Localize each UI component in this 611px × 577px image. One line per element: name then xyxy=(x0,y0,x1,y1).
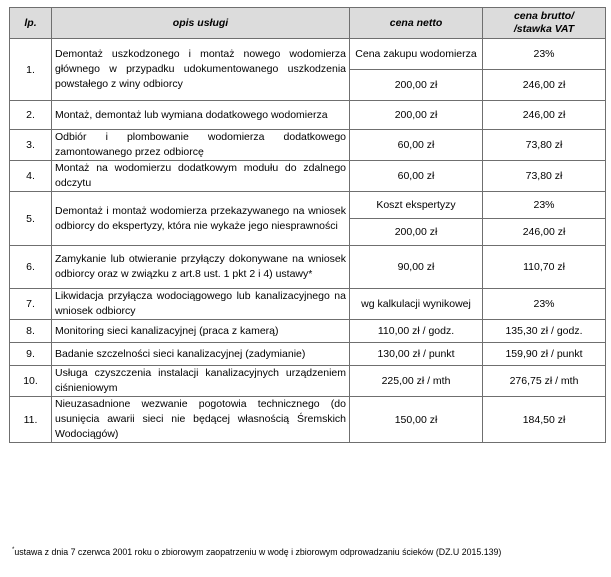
service-description: Zamykanie lub otwieranie przyłączy dokonywane na wniosek odbiorcy oraz w związku z art.8 ust. 1 pkt 2 i 4) ustawy* xyxy=(52,246,350,289)
gross-price: 184,50 zł xyxy=(483,397,606,443)
row-number: 1. xyxy=(10,39,52,101)
service-description: Badanie szczelności sieci kanalizacyjnej (zadymianie) xyxy=(52,343,350,366)
table-row xyxy=(10,343,606,366)
table-row xyxy=(10,246,606,289)
gross-price: 73,80 zł xyxy=(483,161,606,192)
footnote-text: ustawa z dnia 7 czerwca 2001 roku o zbiorowym zaopatrzeniu w wodę i zbiorowym odprowadzaniu ścieków (DZ.U 2015.139) xyxy=(14,547,502,557)
table-row xyxy=(10,130,606,161)
row-number: 9. xyxy=(10,343,52,366)
service-description: Monitoring sieci kanalizacyjnej (praca z kamerą) xyxy=(52,320,350,343)
row-number: 6. xyxy=(10,246,52,289)
footnote xyxy=(12,547,501,557)
row-number: 10. xyxy=(10,366,52,397)
net-price: 110,00 zł / godz. xyxy=(350,320,483,343)
gross-price: 23% xyxy=(483,39,606,70)
service-description: Odbiór i plombowanie wodomierza dodatkowego zamontowanego przez odbiorcę xyxy=(52,130,350,161)
table-row xyxy=(10,366,606,397)
gross-price: 23% xyxy=(483,192,606,219)
table-header xyxy=(10,8,606,39)
header-netto: cena netto xyxy=(350,8,483,39)
gross-price: 23% xyxy=(483,289,606,320)
service-description: Montaż na wodomierzu dodatkowym modułu do zdalnego odczytu xyxy=(52,161,350,192)
header-lp: lp. xyxy=(10,8,52,39)
gross-price: 110,70 zł xyxy=(483,246,606,289)
net-price: wg kalkulacji wynikowej xyxy=(350,289,483,320)
header-brutto-line1: cena brutto/ xyxy=(513,10,575,22)
service-description: Montaż, demontaż lub wymiana dodatkowego wodomierza xyxy=(52,101,350,130)
row-number: 3. xyxy=(10,130,52,161)
table-row xyxy=(10,320,606,343)
gross-price: 246,00 zł xyxy=(483,101,606,130)
net-price: 60,00 zł xyxy=(350,161,483,192)
row-number: 4. xyxy=(10,161,52,192)
table-row xyxy=(10,397,606,443)
service-description: Demontaż uszkodzonego i montaż nowego wodomierza głównego w przypadku udokumentowanego uszkodzenia powstałego z winy odbiorcy xyxy=(52,39,350,101)
net-price: 200,00 zł xyxy=(350,101,483,130)
table-row xyxy=(10,289,606,320)
row-number: 5. xyxy=(10,192,52,246)
table-row xyxy=(10,39,606,70)
price-list-table xyxy=(9,7,606,443)
service-description: Usługa czyszczenia instalacji kanalizacyjnych urządzeniem ciśnieniowym xyxy=(52,366,350,397)
net-price: 200,00 zł xyxy=(350,70,483,101)
header-opis: opis usługi xyxy=(52,8,350,39)
net-price: Koszt ekspertyzy xyxy=(350,192,483,219)
gross-price: 276,75 zł / mth xyxy=(483,366,606,397)
gross-price: 159,90 zł / punkt xyxy=(483,343,606,366)
row-number: 11. xyxy=(10,397,52,443)
footnote-marker: * xyxy=(12,547,15,554)
gross-price: 135,30 zł / godz. xyxy=(483,320,606,343)
net-price: 90,00 zł xyxy=(350,246,483,289)
net-price: 200,00 zł xyxy=(350,219,483,246)
gross-price: 246,00 zł xyxy=(483,219,606,246)
header-brutto-line2: /stawka VAT xyxy=(513,23,575,35)
gross-price: 246,00 zł xyxy=(483,70,606,101)
net-price: 225,00 zł / mth xyxy=(350,366,483,397)
row-number: 2. xyxy=(10,101,52,130)
service-description: Nieuzasadnione wezwanie pogotowia technicznego (do usunięcia awarii sieci nie będącej własnością Śremskich Wodociągów) xyxy=(52,397,350,443)
net-price: 150,00 zł xyxy=(350,397,483,443)
service-description: Demontaż i montaż wodomierza przekazywanego na wniosek odbiorcy do ekspertyzy, która nie wykaże jego niesprawności xyxy=(52,192,350,246)
net-price: Cena zakupu wodomierza xyxy=(350,39,483,70)
net-price: 60,00 zł xyxy=(350,130,483,161)
net-price: 130,00 zł / punkt xyxy=(350,343,483,366)
table-row xyxy=(10,192,606,219)
row-number: 8. xyxy=(10,320,52,343)
service-description: Likwidacja przyłącza wodociągowego lub kanalizacyjnego na wniosek odbiorcy xyxy=(52,289,350,320)
table-row xyxy=(10,161,606,192)
table-row xyxy=(10,101,606,130)
row-number: 7. xyxy=(10,289,52,320)
header-brutto xyxy=(483,8,606,39)
gross-price: 73,80 zł xyxy=(483,130,606,161)
